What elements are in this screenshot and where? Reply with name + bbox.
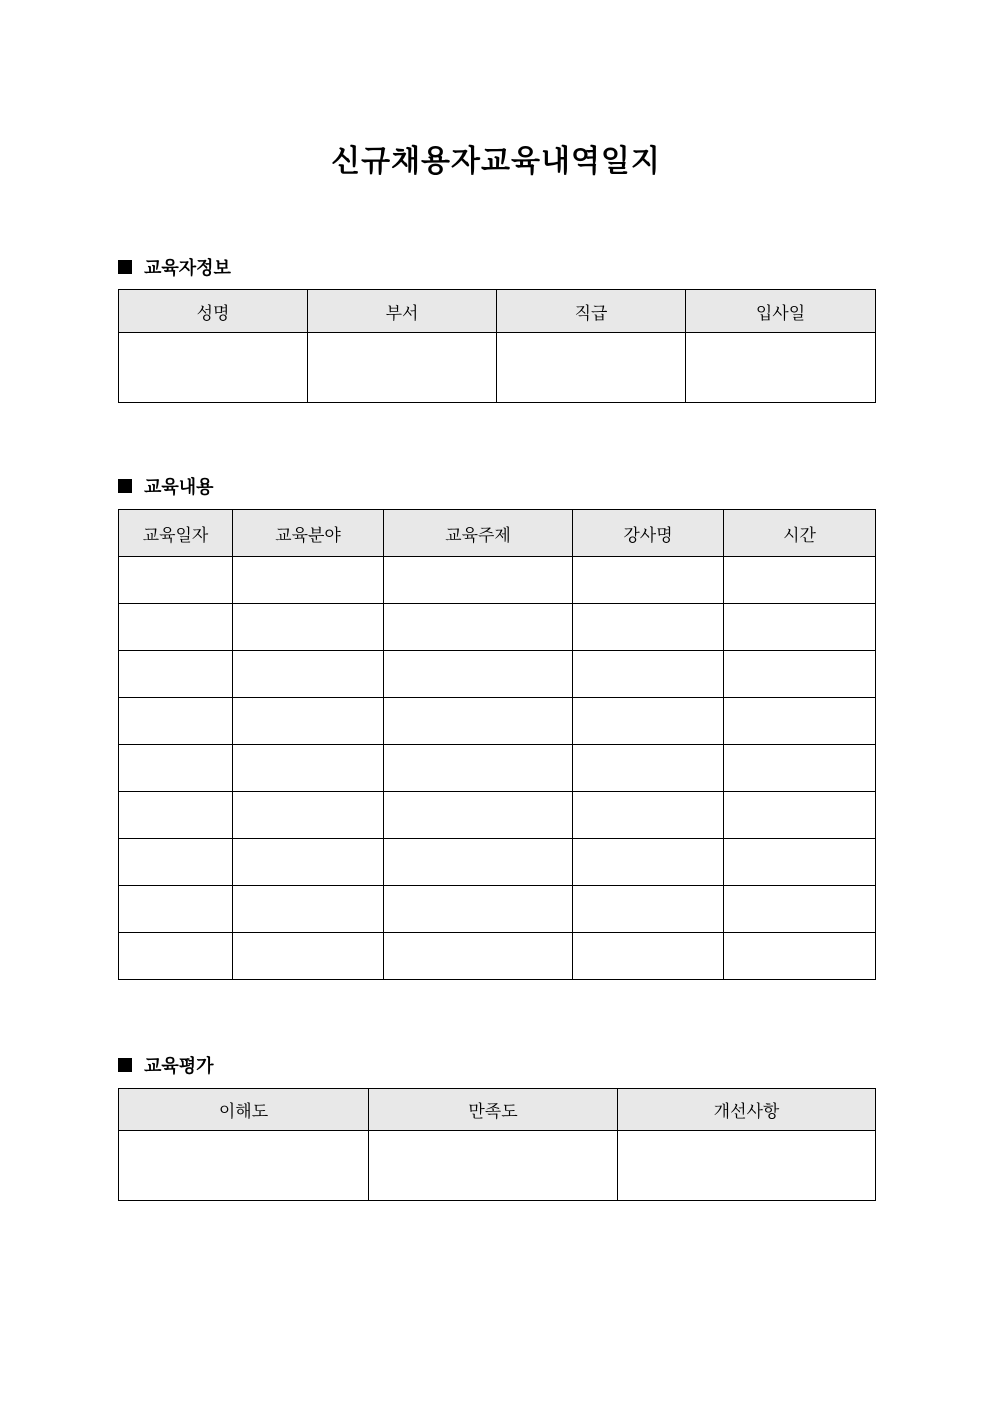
instructor-cell[interactable] [573,698,724,745]
topic-cell[interactable] [384,886,573,933]
table-header-row [119,290,876,333]
instructor-cell[interactable] [573,839,724,886]
section-heading-label: 교육내용 [144,477,214,498]
date-cell[interactable] [119,886,233,933]
column-header-date: 교육일자 [119,510,233,557]
field-cell[interactable] [233,886,384,933]
column-header-department: 부서 [308,290,497,333]
hire-date-cell[interactable] [686,333,876,403]
topic-cell[interactable] [384,604,573,651]
name-cell[interactable] [119,333,308,403]
date-cell[interactable] [119,651,233,698]
date-cell[interactable] [119,933,233,980]
section-heading-label: 교육자정보 [144,258,231,279]
column-header-instructor: 강사명 [573,510,724,557]
date-cell[interactable] [119,792,233,839]
document-title: 신규채용자교육내역일지 [331,144,661,179]
table-row [119,933,876,980]
field-cell[interactable] [233,557,384,604]
instructor-cell[interactable] [573,604,724,651]
evaluation-table [118,1088,876,1201]
field-cell[interactable] [233,933,384,980]
hours-cell[interactable] [724,604,876,651]
date-cell[interactable] [119,557,233,604]
table-row [119,604,876,651]
section-heading-evaluation [118,1052,214,1078]
hours-cell[interactable] [724,886,876,933]
section-heading-label: 교육평가 [144,1056,214,1077]
instructor-cell[interactable] [573,792,724,839]
table-row [119,333,876,403]
table-row [119,1131,876,1201]
date-cell[interactable] [119,698,233,745]
square-bullet-icon [118,1058,132,1072]
table-row [119,792,876,839]
hours-cell[interactable] [724,745,876,792]
satisfaction-cell[interactable] [369,1131,618,1201]
table-header-row [119,1089,876,1131]
instructor-cell[interactable] [573,651,724,698]
column-header-hire-date: 입사일 [686,290,876,333]
field-cell[interactable] [233,604,384,651]
field-cell[interactable] [233,698,384,745]
improvements-cell[interactable] [618,1131,876,1201]
hours-cell[interactable] [724,839,876,886]
topic-cell[interactable] [384,839,573,886]
topic-cell[interactable] [384,933,573,980]
table-row [119,698,876,745]
square-bullet-icon [118,260,132,274]
hours-cell[interactable] [724,651,876,698]
column-header-satisfaction: 만족도 [369,1089,618,1131]
field-cell[interactable] [233,745,384,792]
table-row [119,886,876,933]
training-content-body [119,557,876,980]
field-cell[interactable] [233,839,384,886]
hours-cell[interactable] [724,792,876,839]
field-cell[interactable] [233,651,384,698]
training-content-table [118,509,876,980]
date-cell[interactable] [119,745,233,792]
square-bullet-icon [118,479,132,493]
hours-cell[interactable] [724,557,876,604]
department-cell[interactable] [308,333,497,403]
understanding-cell[interactable] [119,1131,369,1201]
table-row [119,745,876,792]
table-row [119,839,876,886]
table-row [119,557,876,604]
topic-cell[interactable] [384,698,573,745]
topic-cell[interactable] [384,557,573,604]
date-cell[interactable] [119,839,233,886]
topic-cell[interactable] [384,745,573,792]
instructor-cell[interactable] [573,933,724,980]
column-header-improvements: 개선사항 [618,1089,876,1131]
column-header-understanding: 이해도 [119,1089,369,1131]
column-header-field: 교육분야 [233,510,384,557]
table-row [119,651,876,698]
instructor-cell[interactable] [573,745,724,792]
instructor-cell[interactable] [573,557,724,604]
hours-cell[interactable] [724,698,876,745]
column-header-hours: 시간 [724,510,876,557]
position-cell[interactable] [497,333,686,403]
date-cell[interactable] [119,604,233,651]
section-heading-trainee-info [118,254,231,280]
table-header-row [119,510,876,557]
topic-cell[interactable] [384,651,573,698]
trainee-info-table [118,289,876,403]
topic-cell[interactable] [384,792,573,839]
section-heading-training-content [118,473,214,499]
column-header-position: 직급 [497,290,686,333]
hours-cell[interactable] [724,933,876,980]
column-header-topic: 교육주제 [384,510,573,557]
instructor-cell[interactable] [573,886,724,933]
field-cell[interactable] [233,792,384,839]
column-header-name: 성명 [119,290,308,333]
